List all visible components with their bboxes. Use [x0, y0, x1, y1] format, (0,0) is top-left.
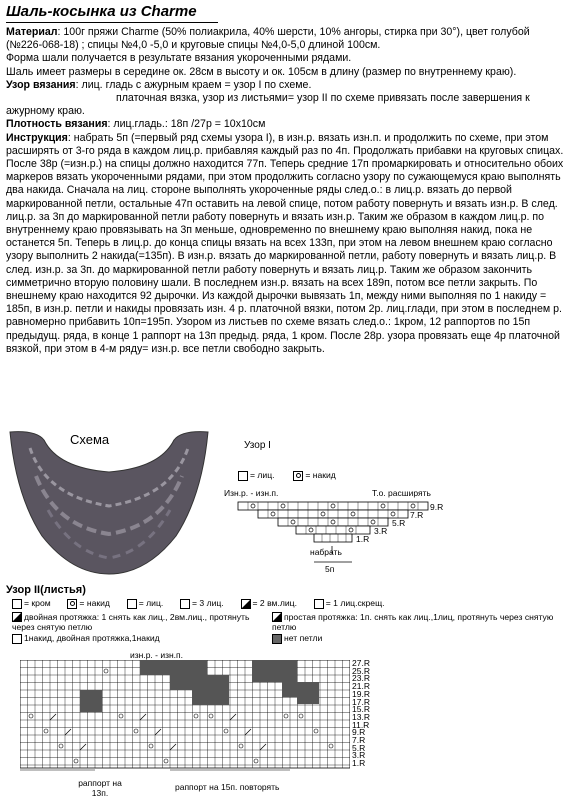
- instruction-paragraph: [6, 132, 568, 356]
- pattern2-title: Узор II(листья): [6, 584, 86, 596]
- pattern1-legend: [238, 470, 336, 481]
- double-slip-icon: [12, 612, 22, 622]
- instruction-text: : набрать 5п (=первый ряд схемы узора I), в изн.р. вязать изн.п. и продолжить по схеме, при этом расширять от 3-го ряда в каждом лиц.р. прибавляя каждый раз по 4п. Продолжать прибавки на круговых спицах. После 38р (=изн.р.) на спицы должно находится 77п. Теперь средние 17п промаркировать и относительно обоих маркеров вязать укороченными рядами, при этом продолжить согласно узору по сужающемуся краю выполнять два накида. Сначала на лиц. стороне выполнять укороченные ряды след.о.: в лиц.р. вязать до первой маркированной петли, остальные 47п оставить на левой спице, потом работу повернуть и вязать изн.р. В след. лиц.р. за 3п до маркированной петли работу повернуть и вязать изн.р. Таким же образом в каждом лиц.р. по внутреннему краю провязывать на 3п меньше, одновременно по внешнему краю выполняя накид, пока не останется 5п. Теперь в лиц.р. до конца спицы вязать на всех 133п, при этом на левом внешнем краю согласно узору выполнить 2 накида(=135п). В изн.р. вязать до маркированной петли, работу повернуть и вязать лиц.р. В след. изн.р. за 3п. до маркированной петли работу повернуть и вязать лиц.р. Таким же образом закончить симметрично вторую половину шали. В последнем изн.р. вязать на всех 189п, потом все петли закрыть. По внешнему краю находится 92 дырочки. Из каждой дырочки вывязать 1п, между ними выполняя по 1 накиду = 185п, в изн.р. петли и накиды провязать изн. 4 р. платочной вязки, потом 2р. лиц.глади, при этом в последнем р. равномерно прибавить 10п=195п. Узором из листьев по схеме вязать след.о.: 1кром, 12 раппортов по 15п предыдущ. ряда, в конце 1 раппорт на 13п предыд. ряда, 1 кром. После 28р. узора провязать еще 4р платочной вязкой, при этом в 4-м ряду= изн.р. все петли свободно закрыть.: [6, 131, 564, 355]
- legend-no-stitch-block: [272, 633, 322, 644]
- legend-simple-slip: простая протяжка: 1п. снять как лиц.,1лиц, протянуть через снятую петлю: [272, 611, 554, 633]
- pattern-text-2: платочная вязка, узор из листьями= узор II по схеме привязать после завершения к ажурному краю.: [6, 92, 530, 118]
- pattern1-title: Узор I: [244, 440, 271, 451]
- instruction-label: Инструкция: [6, 131, 68, 144]
- legend-two-tog: = 2 вм.лиц.: [252, 598, 297, 608]
- pattern-text: : лиц. гладь с ажурным краем = узор I по схеме.: [75, 78, 312, 91]
- pattern1-row-1: 1.R: [356, 534, 370, 544]
- legend-row-1: [12, 598, 568, 609]
- pattern1-row-7: 7.R: [410, 510, 424, 520]
- crossed-stitch-icon: [314, 599, 324, 609]
- pattern2-purl-label: изн.р. - изн.п.: [130, 650, 184, 660]
- pattern1-chart: [228, 498, 448, 568]
- row-11: 11.R: [352, 719, 370, 730]
- legend-one-yo: 1накид, двойная протяжка,1накид: [24, 633, 160, 644]
- pattern1-purl-label: Изн.р. - изн.п.: [224, 488, 279, 498]
- row-21: 21.R: [352, 681, 370, 692]
- three-knit-icon: [180, 599, 190, 609]
- pattern1-stitches-label: 5п: [325, 564, 335, 574]
- legend-double-slip-block: [12, 612, 272, 633]
- row-1: 1.R: [352, 758, 366, 769]
- legend-no-stitch: нет петли: [284, 633, 323, 644]
- legend-edge: = кром: [24, 598, 51, 608]
- row-5: 5.R: [352, 742, 366, 753]
- two-together-icon: [241, 599, 251, 609]
- edge-stitch-icon: [12, 599, 22, 609]
- legend-knit-2: = лиц.: [138, 598, 164, 608]
- pattern-label: Узор вязания: [6, 78, 76, 91]
- pattern-description: [6, 26, 568, 356]
- row-27: 27.R: [352, 658, 370, 668]
- legend-row-3: [12, 633, 568, 644]
- simple-slip-icon: [272, 612, 282, 622]
- material-label: Материал: [6, 26, 58, 38]
- pattern2-legend: [12, 598, 568, 644]
- no-stitch-icon: [272, 634, 282, 644]
- legend-row-2: [12, 612, 568, 633]
- pattern1-expand-label: Т.о. расширять: [372, 488, 431, 498]
- yo-slip-yo-icon: [12, 634, 22, 644]
- material-paragraph: [6, 26, 568, 52]
- schema-label: Схема: [70, 432, 110, 447]
- row-15: 15.R: [352, 704, 370, 715]
- row-3: 3.R: [352, 750, 366, 761]
- pattern2-chart: [20, 660, 350, 772]
- pattern1-row-5: 5.R: [392, 518, 406, 528]
- row-7: 7.R: [352, 735, 366, 746]
- knit-symbol-icon-2: [127, 599, 137, 609]
- yarn-over-icon-2: [67, 599, 77, 609]
- form-paragraph: Форма шали получается в результате вязания укороченными рядами.: [6, 52, 352, 65]
- repeat13-label: раппорт на 13п.: [78, 778, 122, 798]
- row-25: 25.R: [352, 665, 370, 676]
- legend-three-knit: = 3 лиц.: [192, 598, 224, 608]
- yarn-over-icon: [293, 471, 303, 481]
- density-label: Плотность вязания: [6, 118, 108, 131]
- repeat15-label: раппорт на 15п. повторять: [175, 782, 280, 792]
- row-17: 17.R: [352, 696, 370, 707]
- legend-yo: = накид: [305, 470, 336, 480]
- page-title: Шаль-косынка из Charme: [6, 3, 197, 20]
- pattern1-cast-on-label: набрать: [310, 547, 342, 557]
- pattern-paragraph-2: [6, 92, 568, 118]
- knit-symbol-icon: [238, 471, 248, 481]
- row-19: 19.R: [352, 688, 370, 699]
- material-text: : 100г пряжи Charme (50% полиакрила, 40% шерсти, 10% ангоры, стирка при 30°), цвет голубой (№226-068-18) ; спицы №4,0 -5,0 и круговые спицы №4,0-5,0 длиной 100см.: [6, 26, 530, 52]
- pattern1-row-3: 3.R: [374, 526, 388, 536]
- size-paragraph: Шаль имеет размеры в середине ок. 28см в высоту и ок. 105см в длину (размер по внутреннему краю).: [6, 65, 517, 78]
- legend-one-yo-block: [12, 633, 272, 644]
- legend-simple-slip-block: [272, 612, 562, 633]
- shawl-photo: [6, 426, 212, 576]
- pattern1-row-9: 9.R: [430, 502, 444, 512]
- legend-double-slip: двойная протяжка: 1 снять как лиц., 2вм.лиц., протянуть через снятую петлю: [12, 611, 250, 633]
- density-paragraph: [6, 118, 568, 131]
- density-text: : лиц.гладь.: 18п /27р = 10х10см: [107, 118, 266, 131]
- row-9: 9.R: [352, 727, 366, 738]
- legend-crossed: = 1 лиц.скрещ.: [325, 598, 385, 608]
- row-13: 13.R: [352, 711, 370, 722]
- title-underline: [6, 22, 218, 23]
- row-23: 23.R: [352, 673, 370, 684]
- legend-yo-2: = накид: [79, 598, 110, 608]
- legend-knit: = лиц.: [250, 470, 275, 480]
- pattern2-row-labels: [352, 660, 370, 768]
- pattern-paragraph: [6, 79, 568, 92]
